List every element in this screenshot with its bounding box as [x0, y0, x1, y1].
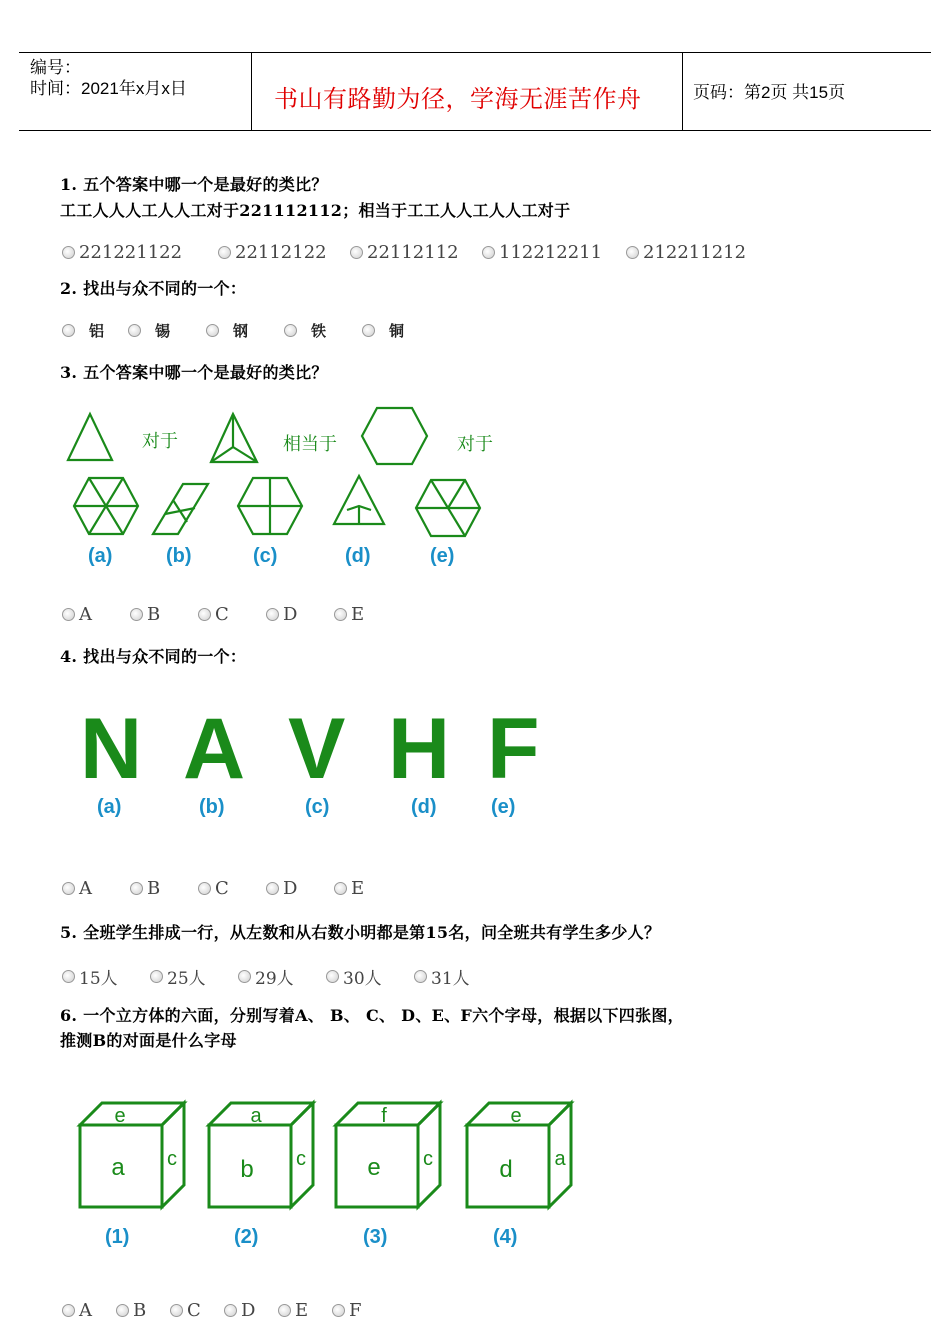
q1-option-3[interactable]: 22112112	[350, 242, 482, 263]
cube-label-1: (1)	[105, 1226, 130, 1248]
svg-text:d: d	[499, 1156, 513, 1183]
radio-icon[interactable]	[198, 882, 211, 895]
radio-icon[interactable]	[266, 882, 279, 895]
svg-text:f: f	[381, 1105, 387, 1127]
q5-option-3[interactable]: 29人	[238, 964, 326, 989]
radio-icon[interactable]	[362, 324, 375, 337]
question-4-options	[62, 878, 364, 899]
figure-label-e: (e)	[491, 796, 516, 818]
svg-text:e: e	[114, 1105, 126, 1127]
radio-icon[interactable]	[350, 246, 363, 259]
svg-text:a: a	[554, 1148, 566, 1170]
figure-word-1: 对于	[142, 431, 178, 451]
q6-option-b[interactable]: B	[116, 1300, 170, 1321]
radio-icon[interactable]	[198, 608, 211, 621]
svg-text:a: a	[250, 1105, 262, 1127]
q4-option-b[interactable]: B	[130, 878, 198, 899]
radio-icon[interactable]	[62, 324, 75, 337]
question-4-figure	[75, 700, 555, 830]
q6-option-a[interactable]: A	[62, 1300, 116, 1321]
letter-h: H	[388, 701, 451, 797]
radio-icon[interactable]	[278, 1304, 291, 1317]
q3-option-a[interactable]: A	[62, 604, 130, 625]
q5-option-2[interactable]: 25人	[150, 964, 238, 989]
cube-label-2: (2)	[234, 1226, 259, 1248]
q1-option-5[interactable]: 212211212	[626, 242, 746, 263]
q3-option-d[interactable]: D	[266, 604, 334, 625]
radio-icon[interactable]	[62, 246, 75, 259]
figure-word-2: 相当于	[283, 434, 337, 454]
svg-text:e: e	[510, 1105, 522, 1127]
figure-label-c: (c)	[253, 545, 278, 567]
cube-label-4: (4)	[493, 1226, 518, 1248]
question-6-prompt-line2: 推测B的对面是什么字母	[60, 1031, 237, 1050]
question-6-figure	[70, 1095, 590, 1255]
radio-icon[interactable]	[334, 608, 347, 621]
radio-icon[interactable]	[224, 1304, 237, 1317]
figure-label-b: (b)	[199, 796, 225, 818]
q4-option-a[interactable]: A	[62, 878, 130, 899]
radio-icon[interactable]	[218, 246, 231, 259]
option-b-shape	[153, 484, 208, 534]
radio-icon[interactable]	[284, 324, 297, 337]
q5-option-1[interactable]: 15人	[62, 964, 150, 989]
cube-label-3: (3)	[363, 1226, 388, 1248]
radio-icon[interactable]	[150, 970, 163, 983]
svg-text:c: c	[423, 1148, 433, 1170]
svg-text:a: a	[111, 1154, 125, 1181]
q2-option-2[interactable]: 锡	[128, 320, 206, 341]
figure-word-3: 对于	[457, 434, 493, 454]
document-date: 时间：2021年x月x日	[30, 79, 187, 98]
figure-label-c: (c)	[305, 796, 330, 818]
q2-option-3[interactable]: 钢	[206, 320, 284, 341]
radio-icon[interactable]	[238, 970, 251, 983]
q5-option-4[interactable]: 30人	[326, 964, 414, 989]
q2-option-4[interactable]: 铁	[284, 320, 362, 341]
radio-icon[interactable]	[332, 1304, 345, 1317]
letter-a: A	[183, 701, 246, 797]
question-6-prompt: 6. 一个立方体的六面，分别写着A、 B、 C、 D、E、F六个字母，根据以下四张图，	[60, 1006, 684, 1025]
q6-option-d[interactable]: D	[224, 1300, 278, 1321]
svg-text:b: b	[240, 1156, 254, 1183]
hexagon-shape	[362, 408, 427, 464]
figure-label-e: (e)	[430, 545, 455, 567]
q4-option-d[interactable]: D	[266, 878, 334, 899]
q3-option-c[interactable]: C	[198, 604, 266, 625]
q3-option-e[interactable]: E	[334, 604, 364, 625]
question-3-prompt: 3. 五个答案中哪一个是最好的类比？	[60, 363, 328, 382]
q5-option-5[interactable]: 31人	[414, 964, 470, 989]
q1-option-4[interactable]: 112212211	[482, 242, 626, 263]
q2-option-5[interactable]: 铜	[362, 320, 404, 341]
q6-option-e[interactable]: E	[278, 1300, 332, 1321]
figure-label-a: (a)	[88, 545, 113, 567]
document-number: 编号：	[30, 58, 81, 77]
svg-text:c: c	[167, 1148, 177, 1170]
radio-icon[interactable]	[482, 246, 495, 259]
radio-icon[interactable]	[62, 1304, 75, 1317]
q6-option-c[interactable]: C	[170, 1300, 224, 1321]
q1-option-1[interactable]: 221221122	[62, 242, 218, 263]
header-motto: 书山有路勤为径，学海无涯苦作舟	[274, 85, 642, 113]
page-indicator: 页码：第2页 共15页	[693, 83, 846, 102]
letter-f: F	[487, 701, 540, 797]
radio-icon[interactable]	[116, 1304, 129, 1317]
radio-icon[interactable]	[334, 882, 347, 895]
radio-icon[interactable]	[130, 608, 143, 621]
letter-n: N	[80, 701, 143, 797]
radio-icon[interactable]	[130, 882, 143, 895]
radio-icon[interactable]	[414, 970, 427, 983]
letter-v: V	[288, 701, 346, 797]
question-1-prompt-line2: 工工人人人工人人工对于221112112；相当于工工人人工人人工对于	[60, 201, 571, 220]
question-2-options	[62, 320, 404, 341]
q1-option-2[interactable]: 22112122	[218, 242, 350, 263]
figure-label-d: (d)	[345, 545, 371, 567]
figure-label-a: (a)	[97, 796, 122, 818]
question-4-prompt: 4. 找出与众不同的一个：	[60, 647, 247, 666]
q2-option-1[interactable]: 铝	[62, 320, 128, 341]
question-1-prompt: 1. 五个答案中哪一个是最好的类比？	[60, 175, 328, 194]
question-6-options	[62, 1300, 362, 1321]
q4-option-c[interactable]: C	[198, 878, 266, 899]
question-3-options	[62, 604, 364, 625]
radio-icon[interactable]	[626, 246, 639, 259]
radio-icon[interactable]	[62, 608, 75, 621]
radio-icon[interactable]	[266, 608, 279, 621]
radio-icon[interactable]	[128, 324, 141, 337]
q4-option-e[interactable]: E	[334, 878, 364, 899]
question-5-options	[62, 964, 470, 989]
radio-icon[interactable]	[206, 324, 219, 337]
radio-icon[interactable]	[170, 1304, 183, 1317]
svg-text:e: e	[367, 1154, 381, 1181]
svg-text:c: c	[296, 1148, 306, 1170]
question-3-figure	[55, 400, 515, 580]
question-2-prompt: 2. 找出与众不同的一个：	[60, 279, 247, 298]
figure-label-d: (d)	[411, 796, 437, 818]
question-1-options	[62, 242, 746, 263]
question-5-prompt: 5. 全班学生排成一行，从左数和从右数小明都是第15名，问全班共有学生多少人？	[60, 923, 661, 942]
radio-icon[interactable]	[62, 970, 75, 983]
triangle-shape	[68, 414, 112, 460]
figure-label-b: (b)	[166, 545, 192, 567]
q6-option-f[interactable]: F	[332, 1300, 362, 1321]
radio-icon[interactable]	[326, 970, 339, 983]
q3-option-b[interactable]: B	[130, 604, 198, 625]
radio-icon[interactable]	[62, 882, 75, 895]
